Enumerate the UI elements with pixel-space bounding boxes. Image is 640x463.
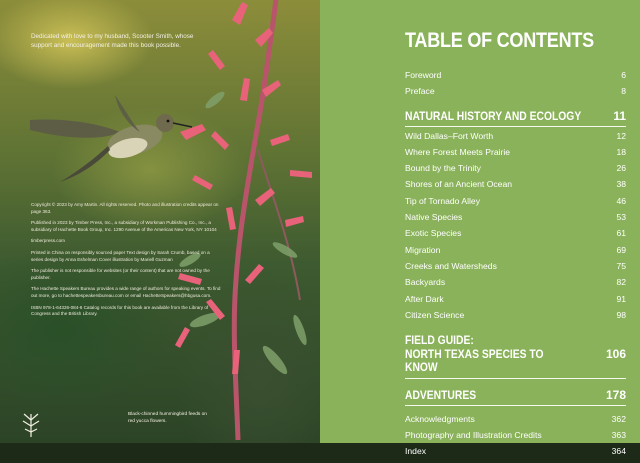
toc-entry-page: 91 xyxy=(616,293,626,304)
colophon-website: timberpress.com xyxy=(31,238,65,244)
toc-entry-page: 6 xyxy=(621,70,626,80)
toc-entry-page: 61 xyxy=(616,228,626,239)
toc-section-page: 106 xyxy=(605,346,626,361)
toc-entry-page: 46 xyxy=(616,195,626,206)
photo-caption: Black-chinned hummingbird feeds on red yucca flowers. xyxy=(128,412,207,424)
section-divider xyxy=(405,126,626,127)
section-divider xyxy=(405,378,626,379)
toc-section-adventures[interactable] xyxy=(405,389,626,402)
colophon-copyright: Copyright © 2023 by Amy Martin. All rights reserved. Photo and illustration credits appear on page 363. xyxy=(31,202,219,214)
toc-entry-page: 98 xyxy=(616,309,626,320)
toc-entry[interactable] xyxy=(405,212,626,228)
toc-section-label-line1: FIELD GUIDE: xyxy=(405,333,474,348)
toc-entry-page: 363 xyxy=(611,429,626,440)
colophon-printing: Printed in China on responsibly sourced paper Text design by Sarah Crumb, based on a series design by Anna Eshelman Cover illustration by Mariell Guzman xyxy=(31,249,210,262)
toc-entry[interactable] xyxy=(405,131,626,147)
toc-entry-label: Backyards xyxy=(405,277,446,288)
toc-entry-label: Where Forest Meets Prairie xyxy=(405,146,511,157)
toc-entry-page: 364 xyxy=(611,446,626,457)
toc-entry-preface[interactable] xyxy=(405,86,626,102)
toc-entry[interactable] xyxy=(405,310,626,326)
toc-section-page: 11 xyxy=(613,108,626,123)
colophon-speakers-bureau: The Hachette Speakers Bureau provides a wide range of authors for speaking events. To find out more, go to hachettespeakersbureau.com or email HachetteSpeakers@hbgusa.com. xyxy=(31,286,221,298)
toc-entry-credits[interactable] xyxy=(405,430,626,446)
toc-entry-page: 362 xyxy=(611,413,626,424)
toc-entry[interactable] xyxy=(405,294,626,310)
toc-entry-label: Wild Dallas–Fort Worth xyxy=(405,130,494,141)
toc-entry-index[interactable] xyxy=(405,446,626,462)
toc-entry-page: 26 xyxy=(616,163,626,174)
toc-section-label: NATURAL HISTORY AND ECOLOGY xyxy=(405,108,582,123)
colophon-disclaimer: The publisher is not responsible for websites (or their content) that are not owned by the publisher. xyxy=(31,268,210,280)
toc-entry-page: 53 xyxy=(616,212,626,223)
toc-entry[interactable] xyxy=(405,277,626,293)
dedication-text: Dedicated with love to my husband, Scooter Smith, whose support and encouragement made this book possible. xyxy=(31,33,194,49)
toc-entry[interactable] xyxy=(405,147,626,163)
toc-entry-label: Foreword xyxy=(405,70,442,80)
toc-entry-label: Acknowledgments xyxy=(405,413,475,424)
toc-entry-label: Citizen Science xyxy=(405,309,465,320)
toc-entry-label: Exotic Species xyxy=(405,228,462,239)
toc-entry-label: Migration xyxy=(405,244,441,255)
toc-entry-label: Photography and Illustration Credits xyxy=(405,429,542,440)
copyright-colophon xyxy=(31,202,221,323)
toc-entry[interactable] xyxy=(405,196,626,212)
toc-entry-foreword[interactable] xyxy=(405,70,626,86)
colophon-publisher: Published in 2023 by Timber Press, Inc., a subsidiary of Workman Publishing Co., Inc., a subsidiary of Hachette Book Group, Inc. 1290 Avenue of the Americas New York, NY 10104 xyxy=(31,220,217,232)
toc-section-page: 178 xyxy=(605,387,626,402)
toc-entry-page: 69 xyxy=(616,244,626,255)
photo-page xyxy=(0,0,320,443)
toc-section-label: ADVENTURES xyxy=(405,387,477,402)
toc-entry-label: After Dark xyxy=(405,293,444,304)
toc-entry-page: 38 xyxy=(616,179,626,190)
toc-section-field-guide[interactable] xyxy=(405,334,626,375)
toc-entry-page: 8 xyxy=(621,86,626,97)
toc-entry[interactable] xyxy=(405,228,626,244)
toc-list xyxy=(405,70,626,463)
toc-entry[interactable] xyxy=(405,163,626,179)
toc-entry-label: Preface xyxy=(405,86,435,97)
toc-entry-page: 75 xyxy=(616,260,626,271)
toc-entry-label: Tip of Tornado Alley xyxy=(405,195,481,206)
toc-section-label-line2: NORTH TEXAS SPECIES TO KNOW xyxy=(405,346,544,375)
toc-entry-page: 18 xyxy=(616,146,626,157)
toc-entry[interactable] xyxy=(405,261,626,277)
hummingbird-figure xyxy=(30,95,192,182)
toc-entry-label: Native Species xyxy=(405,212,463,223)
colophon-isbn: ISBN 978-1-64326-084-6 Catalog records for this book are available from the Library of Congress and the British Library. xyxy=(31,304,209,317)
toc-entry-label: Index xyxy=(405,446,427,457)
toc-entry-label: Shores of an Ancient Ocean xyxy=(405,179,513,190)
toc-entry-acknowledgments[interactable] xyxy=(405,414,626,430)
section-divider xyxy=(405,405,626,406)
table-of-contents-page xyxy=(320,0,640,457)
toc-entry[interactable] xyxy=(405,245,626,261)
toc-entry-label: Creeks and Watersheds xyxy=(405,260,497,271)
toc-entry-label: Bound by the Trinity xyxy=(405,163,481,174)
toc-section-natural-history[interactable] xyxy=(405,110,626,123)
toc-entry-page: 82 xyxy=(616,277,626,288)
toc-title: TABLE OF CONTENTS xyxy=(405,29,594,52)
toc-entry[interactable] xyxy=(405,179,626,195)
toc-entry-page: 12 xyxy=(616,130,626,141)
